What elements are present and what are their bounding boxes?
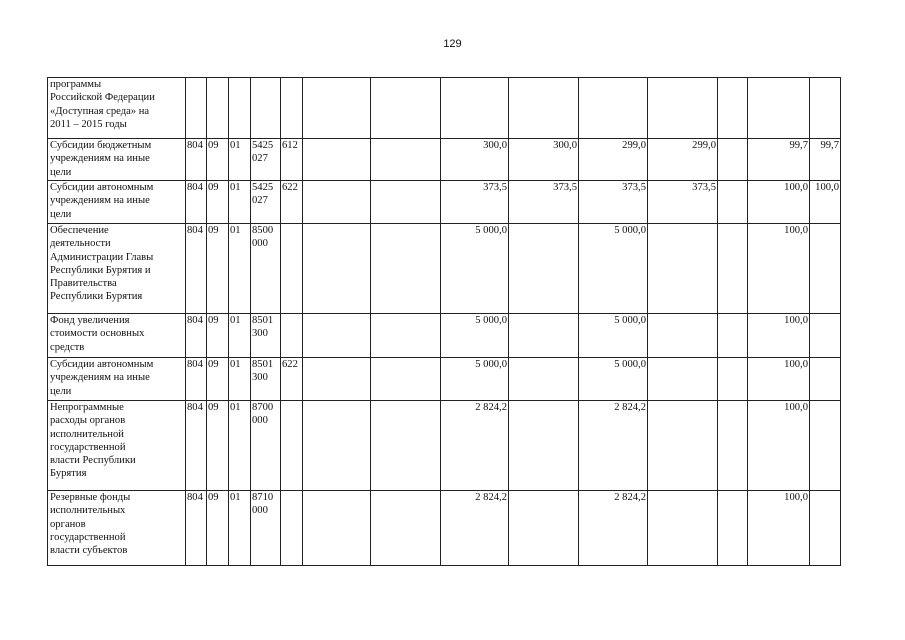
value-cell-6	[648, 314, 718, 358]
value-cell-3: 300,0	[441, 139, 509, 181]
section-code-cell: 09	[207, 224, 229, 314]
value-cell-4	[509, 401, 579, 491]
page-number: 129	[443, 38, 462, 50]
value-cell-7	[718, 401, 748, 491]
value-cell-4: 300,0	[509, 139, 579, 181]
subsection-code-cell: 01	[229, 401, 251, 491]
section-code-cell: 09	[207, 358, 229, 401]
value-cell-1	[303, 78, 371, 139]
value-cell-1	[303, 358, 371, 401]
percent-cell-2	[810, 224, 841, 314]
value-cell-2	[371, 224, 441, 314]
percent-cell-1: 100,0	[748, 491, 810, 566]
percent-cell-1: 100,0	[748, 401, 810, 491]
expense-type-cell: 622	[281, 358, 303, 401]
value-cell-3: 5 000,0	[441, 224, 509, 314]
value-cell-4	[509, 491, 579, 566]
section-code-cell: 09	[207, 139, 229, 181]
value-cell-4	[509, 314, 579, 358]
value-cell-2	[371, 314, 441, 358]
value-cell-1	[303, 139, 371, 181]
percent-cell-1: 100,0	[748, 314, 810, 358]
ministry-code-cell: 804	[186, 401, 207, 491]
expense-type-cell	[281, 401, 303, 491]
value-cell-3	[441, 78, 509, 139]
table-row	[48, 224, 841, 314]
value-cell-1	[303, 181, 371, 224]
value-cell-5: 5 000,0	[579, 224, 648, 314]
table-row	[48, 358, 841, 401]
section-code-cell: 09	[207, 491, 229, 566]
value-cell-5: 2 824,2	[579, 401, 648, 491]
value-cell-1	[303, 314, 371, 358]
ministry-code-cell: 804	[186, 358, 207, 401]
ministry-code-cell	[186, 78, 207, 139]
percent-cell-2	[810, 358, 841, 401]
value-cell-7	[718, 314, 748, 358]
value-cell-3: 2 824,2	[441, 401, 509, 491]
subsection-code-cell	[229, 78, 251, 139]
row-name-cell: Резервные фонды исполнительных органов государственной власти субъектов	[48, 491, 186, 566]
target-article-cell: 5425 027	[251, 139, 281, 181]
value-cell-6	[648, 78, 718, 139]
section-code-cell	[207, 78, 229, 139]
expense-type-cell	[281, 78, 303, 139]
value-cell-4	[509, 358, 579, 401]
value-cell-5: 2 824,2	[579, 491, 648, 566]
value-cell-3: 373,5	[441, 181, 509, 224]
percent-cell-2: 99,7	[810, 139, 841, 181]
section-code-cell: 09	[207, 314, 229, 358]
target-article-cell: 8501 300	[251, 358, 281, 401]
percent-cell-2: 100,0	[810, 181, 841, 224]
target-article-cell	[251, 78, 281, 139]
value-cell-6	[648, 224, 718, 314]
subsection-code-cell: 01	[229, 491, 251, 566]
ministry-code-cell: 804	[186, 139, 207, 181]
percent-cell-1: 99,7	[748, 139, 810, 181]
value-cell-5: 373,5	[579, 181, 648, 224]
value-cell-4: 373,5	[509, 181, 579, 224]
subsection-code-cell: 01	[229, 358, 251, 401]
table-body	[48, 78, 841, 566]
value-cell-7	[718, 181, 748, 224]
value-cell-1	[303, 491, 371, 566]
percent-cell-2	[810, 314, 841, 358]
value-cell-1	[303, 401, 371, 491]
value-cell-6: 373,5	[648, 181, 718, 224]
value-cell-7	[718, 224, 748, 314]
target-article-cell: 8501 300	[251, 314, 281, 358]
expense-type-cell: 622	[281, 181, 303, 224]
subsection-code-cell: 01	[229, 139, 251, 181]
value-cell-4	[509, 78, 579, 139]
target-article-cell: 8710 000	[251, 491, 281, 566]
section-code-cell: 09	[207, 181, 229, 224]
table-row	[48, 314, 841, 358]
value-cell-3: 5 000,0	[441, 358, 509, 401]
value-cell-3: 2 824,2	[441, 491, 509, 566]
value-cell-7	[718, 358, 748, 401]
target-article-cell: 8500 000	[251, 224, 281, 314]
subsection-code-cell: 01	[229, 224, 251, 314]
row-name-cell: Субсидии автономным учреждениям на иные цели	[48, 181, 186, 224]
value-cell-2	[371, 491, 441, 566]
table-row	[48, 139, 841, 181]
value-cell-2	[371, 358, 441, 401]
row-name-cell: Обеспечение деятельности Администрации Главы Республики Бурятия и Правительства Республики Бурятия	[48, 224, 186, 314]
value-cell-5: 299,0	[579, 139, 648, 181]
expense-type-cell: 612	[281, 139, 303, 181]
budget-table	[47, 77, 841, 566]
percent-cell-2	[810, 401, 841, 491]
row-name-cell: Субсидии бюджетным учреждениям на иные цели	[48, 139, 186, 181]
target-article-cell: 5425 027	[251, 181, 281, 224]
value-cell-5: 5 000,0	[579, 358, 648, 401]
value-cell-7	[718, 139, 748, 181]
percent-cell-1	[748, 78, 810, 139]
value-cell-5: 5 000,0	[579, 314, 648, 358]
expense-type-cell	[281, 491, 303, 566]
value-cell-2	[371, 139, 441, 181]
value-cell-6	[648, 358, 718, 401]
ministry-code-cell: 804	[186, 181, 207, 224]
table-row	[48, 401, 841, 491]
percent-cell-2	[810, 491, 841, 566]
table-row	[48, 78, 841, 139]
value-cell-1	[303, 224, 371, 314]
row-name-cell: Непрограммные расходы органов исполнительной государственной власти Республики Бурятия	[48, 401, 186, 491]
percent-cell-1: 100,0	[748, 181, 810, 224]
section-code-cell: 09	[207, 401, 229, 491]
value-cell-2	[371, 181, 441, 224]
percent-cell-1: 100,0	[748, 358, 810, 401]
value-cell-6: 299,0	[648, 139, 718, 181]
value-cell-2	[371, 78, 441, 139]
row-name-cell: Фонд увеличения стоимости основных средств	[48, 314, 186, 358]
percent-cell-1: 100,0	[748, 224, 810, 314]
value-cell-5	[579, 78, 648, 139]
row-name-cell: программы Российской Федерации «Доступная среда» на 2011 – 2015 годы	[48, 78, 186, 139]
expense-type-cell	[281, 314, 303, 358]
subsection-code-cell: 01	[229, 314, 251, 358]
target-article-cell: 8700 000	[251, 401, 281, 491]
expense-type-cell	[281, 224, 303, 314]
ministry-code-cell: 804	[186, 491, 207, 566]
subsection-code-cell: 01	[229, 181, 251, 224]
ministry-code-cell: 804	[186, 314, 207, 358]
value-cell-4	[509, 224, 579, 314]
ministry-code-cell: 804	[186, 224, 207, 314]
row-name-cell: Субсидии автономным учреждениям на иные цели	[48, 358, 186, 401]
value-cell-6	[648, 401, 718, 491]
percent-cell-2	[810, 78, 841, 139]
table-row	[48, 181, 841, 224]
value-cell-7	[718, 491, 748, 566]
value-cell-6	[648, 491, 718, 566]
value-cell-2	[371, 401, 441, 491]
value-cell-3: 5 000,0	[441, 314, 509, 358]
value-cell-7	[718, 78, 748, 139]
table-row	[48, 491, 841, 566]
